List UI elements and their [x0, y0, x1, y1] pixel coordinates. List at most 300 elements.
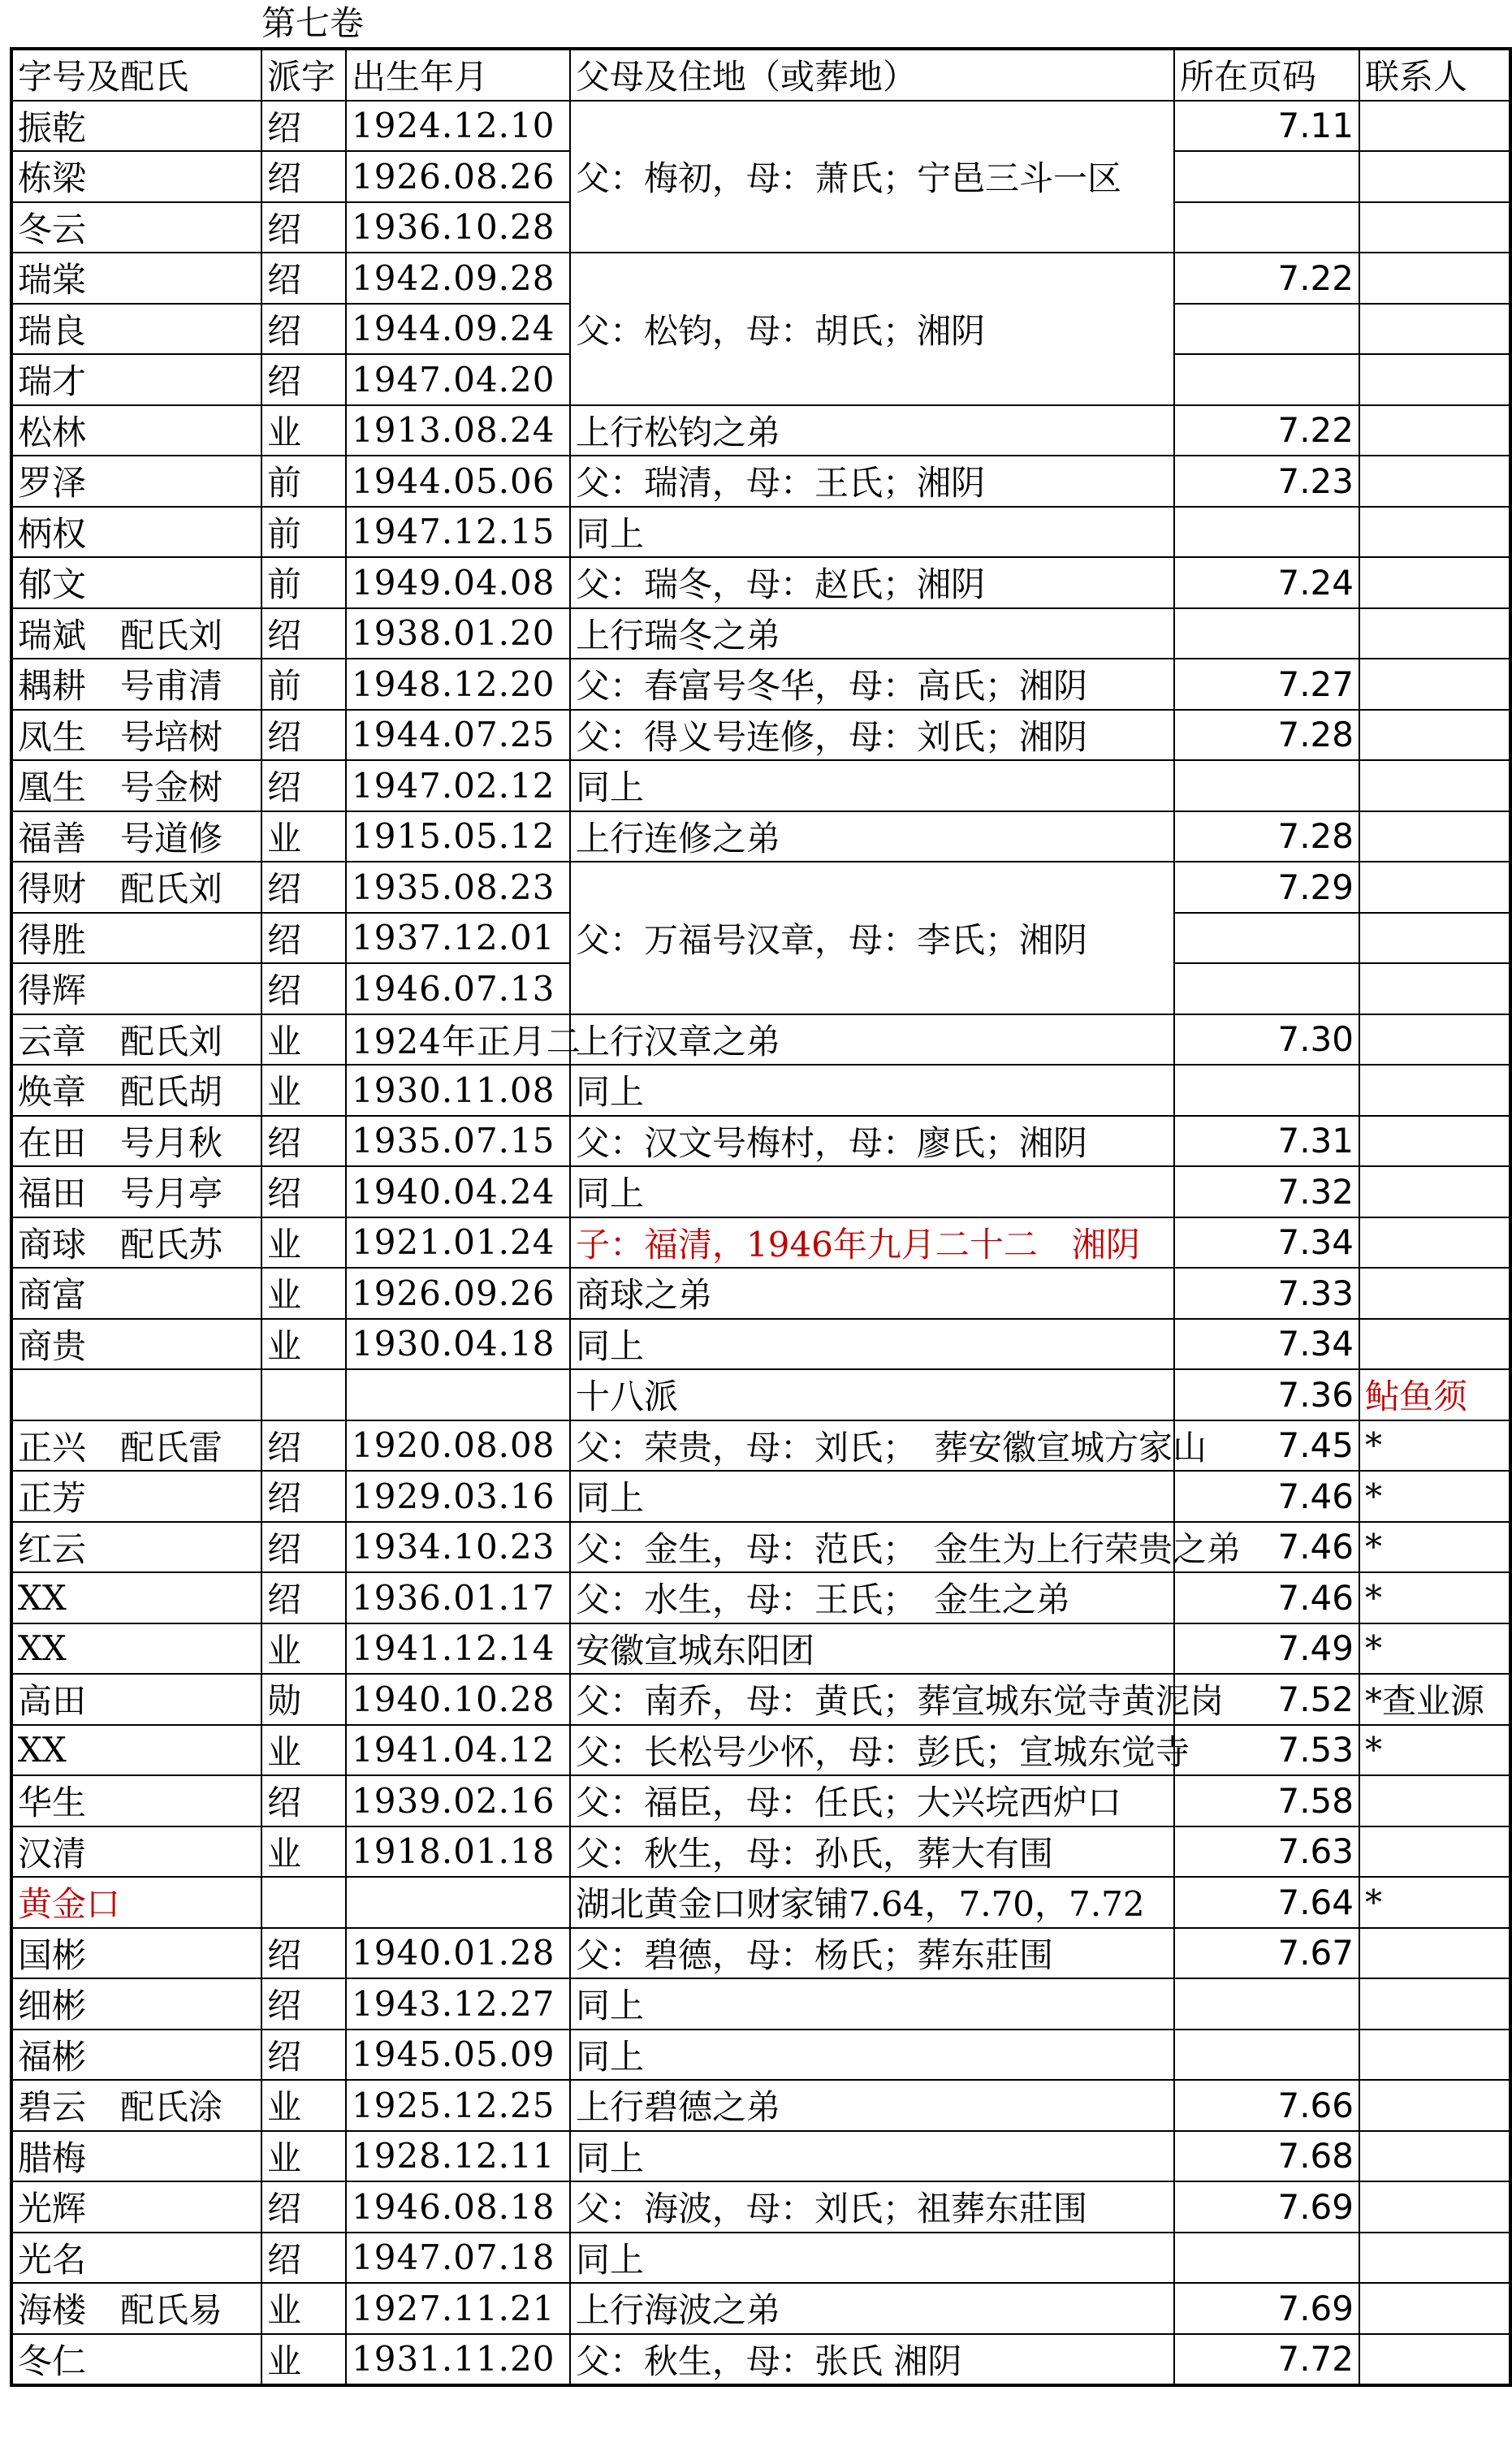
cell-name: 腊梅 [11, 2131, 261, 2182]
cell-page [1174, 1978, 1359, 2030]
header-page: 所在页码 [1174, 49, 1359, 101]
cell-birth-date: 1946.07.13 [346, 963, 570, 1014]
cell-pai: 前 [261, 557, 346, 608]
table-row [11, 1877, 1510, 1928]
cell-pai [261, 1369, 346, 1420]
cell-contact [1359, 862, 1510, 913]
header-name: 字号及配氏 [11, 49, 261, 101]
cell-pai: 绍 [261, 202, 346, 253]
cell-page: 7.11 [1174, 101, 1359, 152]
cell-contact [1359, 101, 1510, 152]
cell-page: 7.24 [1174, 557, 1359, 608]
cell-name: 冬仁 [11, 2334, 261, 2386]
cell-birth-date: 1940.04.24 [346, 1166, 570, 1217]
cell-parents: 十八派 [570, 1369, 1174, 1420]
cell-pai: 业 [261, 2334, 346, 2386]
cell-name: 商富 [11, 1268, 261, 1319]
table-row [11, 1065, 1510, 1116]
cell-contact [1359, 557, 1510, 608]
cell-contact [1359, 1978, 1510, 2030]
cell-parents: 上行海波之弟 [570, 2283, 1174, 2334]
cell-parents: 父：春富号冬华，母：高氏；湘阴 [570, 659, 1174, 710]
cell-contact [1359, 1928, 1510, 1979]
cell-name: 振乾 [11, 101, 261, 152]
cell-pai: 绍 [261, 2030, 346, 2081]
cell-page: 7.30 [1174, 1014, 1359, 1066]
cell-name: 罗泽 [11, 456, 261, 507]
cell-name: XX [11, 1572, 261, 1623]
table-row [11, 2233, 1510, 2284]
cell-page: 7.58 [1174, 1775, 1359, 1826]
cell-parents: 上行瑞冬之弟 [570, 608, 1174, 659]
cell-page [1174, 760, 1359, 811]
cell-name: 光名 [11, 2233, 261, 2284]
cell-contact [1359, 2283, 1510, 2334]
cell-birth-date: 1946.08.18 [346, 2181, 570, 2233]
cell-page: 7.72 [1174, 2334, 1359, 2386]
cell-contact: * [1359, 1420, 1510, 1472]
cell-contact: * [1359, 1877, 1510, 1928]
cell-contact: 鲇鱼须 [1359, 1369, 1510, 1420]
cell-parents: 父：福臣，母：任氏；大兴垸西炉口 [570, 1775, 1174, 1826]
table-row [11, 1166, 1510, 1217]
cell-name [11, 1369, 261, 1420]
cell-birth-date: 1941.04.12 [346, 1725, 570, 1776]
cell-pai: 业 [261, 1623, 346, 1675]
cell-parents: 同上 [570, 507, 1174, 558]
cell-pai: 业 [261, 1217, 346, 1269]
cell-pai: 绍 [261, 1116, 346, 1167]
cell-pai: 绍 [261, 1420, 346, 1472]
cell-name: 福善 号道修 [11, 811, 261, 862]
cell-pai: 绍 [261, 1522, 346, 1573]
cell-name: 云章 配氏刘 [11, 1014, 261, 1066]
cell-page: 7.64 [1174, 1877, 1359, 1928]
cell-name: 福田 号月亭 [11, 1166, 261, 1217]
cell-page [1174, 202, 1359, 253]
cell-name: 福彬 [11, 2030, 261, 2081]
table-row [11, 2131, 1510, 2182]
cell-name: 碧云 配氏涂 [11, 2080, 261, 2131]
cell-contact [1359, 1319, 1510, 1370]
cell-pai: 业 [261, 811, 346, 862]
table-row [11, 2283, 1510, 2334]
cell-parents: 父：松钧，母：胡氏；湘阴 [570, 253, 1174, 405]
cell-birth-date: 1947.04.20 [346, 354, 570, 405]
cell-birth-date: 1928.12.11 [346, 2131, 570, 2182]
table-row [11, 507, 1510, 558]
volume-title: 第七卷 [261, 3, 365, 43]
cell-pai: 前 [261, 507, 346, 558]
header-pai: 派字 [261, 49, 346, 101]
cell-pai: 绍 [261, 1572, 346, 1623]
cell-page: 7.36 [1174, 1369, 1359, 1420]
cell-contact: *查业源 [1359, 1674, 1510, 1725]
cell-birth-date: 1938.01.20 [346, 608, 570, 659]
cell-birth-date: 1927.11.21 [346, 2283, 570, 2334]
cell-name: 正兴 配氏雷 [11, 1420, 261, 1472]
cell-page [1174, 963, 1359, 1014]
table-row [11, 456, 1510, 507]
cell-pai: 业 [261, 1268, 346, 1319]
cell-name: 华生 [11, 1775, 261, 1826]
cell-birth-date: 1915.05.12 [346, 811, 570, 862]
cell-page [1174, 2030, 1359, 2081]
cell-contact [1359, 2131, 1510, 2182]
cell-name: 红云 [11, 1522, 261, 1573]
table-row [11, 1775, 1510, 1826]
cell-parents: 父：秋生，母：孙氏，葬大有围 [570, 1826, 1174, 1878]
cell-birth-date [346, 1369, 570, 1420]
cell-birth-date: 1934.10.23 [346, 1522, 570, 1573]
cell-contact [1359, 2181, 1510, 2233]
cell-pai: 业 [261, 1725, 346, 1776]
cell-page: 7.52 [1174, 1674, 1359, 1725]
table-row [11, 659, 1510, 710]
genealogy-table [10, 47, 1512, 2387]
cell-contact [1359, 304, 1510, 355]
table-row [11, 1369, 1510, 1420]
cell-birth-date: 1935.08.23 [346, 862, 570, 913]
cell-name: 汉清 [11, 1826, 261, 1878]
cell-pai: 业 [261, 1065, 346, 1116]
cell-parents: 同上 [570, 2030, 1174, 2081]
cell-parents: 同上 [570, 2233, 1174, 2284]
cell-parents: 父：得义号连修，母：刘氏；湘阴 [570, 710, 1174, 761]
cell-contact: * [1359, 1725, 1510, 1776]
cell-parents: 同上 [570, 1978, 1174, 2030]
cell-contact [1359, 1268, 1510, 1319]
cell-name: 瑞良 [11, 304, 261, 355]
cell-page [1174, 304, 1359, 355]
cell-parents: 父：海波，母：刘氏；祖葬东莊围 [570, 2181, 1174, 2233]
cell-birth-date: 1924年正月二 [346, 1014, 570, 1066]
table-row [11, 862, 1510, 913]
cell-birth-date: 1913.08.24 [346, 405, 570, 456]
cell-page: 7.46 [1174, 1471, 1359, 1522]
cell-pai: 业 [261, 1826, 346, 1878]
header-birth: 出生年月 [346, 49, 570, 101]
cell-pai: 业 [261, 1014, 346, 1066]
cell-birth-date: 1929.03.16 [346, 1471, 570, 1522]
cell-page: 7.46 [1174, 1572, 1359, 1623]
cell-parents: 父：荣贵，母：刘氏； 葬安徽宣城方家山 [570, 1420, 1174, 1472]
cell-contact [1359, 151, 1510, 202]
cell-pai: 绍 [261, 963, 346, 1014]
cell-pai: 勋 [261, 1674, 346, 1725]
table-row [11, 710, 1510, 761]
cell-pai: 绍 [261, 304, 346, 355]
cell-contact: * [1359, 1522, 1510, 1573]
cell-contact [1359, 811, 1510, 862]
cell-page: 7.29 [1174, 862, 1359, 913]
cell-birth-date: 1941.12.14 [346, 1623, 570, 1675]
cell-parents: 子：福清，1946年九月二十二 湘阴 [570, 1217, 1174, 1269]
table-row [11, 1725, 1510, 1776]
cell-page: 7.66 [1174, 2080, 1359, 2131]
cell-parents: 湖北黄金口财家铺7.64，7.70，7.72 [570, 1877, 1174, 1928]
cell-parents: 商球之弟 [570, 1268, 1174, 1319]
cell-name: 耦耕 号甫清 [11, 659, 261, 710]
table-row [11, 2080, 1510, 2131]
cell-pai: 绍 [261, 354, 346, 405]
cell-pai: 绍 [261, 913, 346, 964]
cell-parents: 父：汉文号梅村，母：廖氏；湘阴 [570, 1116, 1174, 1167]
cell-name: 国彬 [11, 1928, 261, 1979]
cell-birth-date: 1937.12.01 [346, 913, 570, 964]
cell-birth-date: 1940.01.28 [346, 1928, 570, 1979]
cell-pai: 绍 [261, 151, 346, 202]
cell-contact: * [1359, 1471, 1510, 1522]
cell-name: 光辉 [11, 2181, 261, 2233]
cell-contact [1359, 659, 1510, 710]
cell-name: 商贵 [11, 1319, 261, 1370]
cell-birth-date: 1926.09.26 [346, 1268, 570, 1319]
cell-page [1174, 151, 1359, 202]
cell-pai: 业 [261, 2283, 346, 2334]
cell-birth-date: 1921.01.24 [346, 1217, 570, 1269]
cell-name: 海楼 配氏易 [11, 2283, 261, 2334]
cell-name: 得财 配氏刘 [11, 862, 261, 913]
cell-birth-date: 1918.01.18 [346, 1826, 570, 1878]
cell-pai: 绍 [261, 1775, 346, 1826]
cell-pai: 绍 [261, 1471, 346, 1522]
cell-contact [1359, 507, 1510, 558]
cell-name: 在田 号月秋 [11, 1116, 261, 1167]
cell-pai [261, 1877, 346, 1928]
cell-page: 7.31 [1174, 1116, 1359, 1167]
cell-contact [1359, 405, 1510, 456]
cell-contact [1359, 710, 1510, 761]
cell-contact [1359, 1217, 1510, 1269]
cell-parents: 父：瑞冬，母：赵氏；湘阴 [570, 557, 1174, 608]
cell-birth-date: 1947.02.12 [346, 760, 570, 811]
cell-birth-date: 1944.07.25 [346, 710, 570, 761]
cell-parents: 上行连修之弟 [570, 811, 1174, 862]
header-parents: 父母及住地（或葬地） [570, 49, 1174, 101]
cell-pai: 绍 [261, 2181, 346, 2233]
table-row [11, 101, 1510, 152]
cell-parents: 上行碧德之弟 [570, 2080, 1174, 2131]
cell-birth-date: 1939.02.16 [346, 1775, 570, 1826]
cell-parents: 父：秋生，母：张氏 湘阴 [570, 2334, 1174, 2386]
cell-contact [1359, 913, 1510, 964]
cell-parents: 父：万福号汉章，母：李氏；湘阴 [570, 862, 1174, 1014]
cell-page: 7.33 [1174, 1268, 1359, 1319]
cell-page: 7.22 [1174, 253, 1359, 304]
cell-page: 7.63 [1174, 1826, 1359, 1878]
cell-pai: 绍 [261, 1928, 346, 1979]
cell-parents: 父：长松号少怀，母：彭氏；宣城东觉寺 [570, 1725, 1174, 1776]
cell-pai: 绍 [261, 253, 346, 304]
cell-page: 7.34 [1174, 1319, 1359, 1370]
cell-page: 7.68 [1174, 2131, 1359, 2182]
header-contact: 联系人 [1359, 49, 1510, 101]
cell-name: XX [11, 1725, 261, 1776]
table-row [11, 557, 1510, 608]
table-row [11, 608, 1510, 659]
cell-contact [1359, 253, 1510, 304]
cell-birth-date: 1935.07.15 [346, 1116, 570, 1167]
cell-name: 松林 [11, 405, 261, 456]
cell-contact [1359, 1166, 1510, 1217]
cell-birth-date: 1942.09.28 [346, 253, 570, 304]
cell-page: 7.46 [1174, 1522, 1359, 1573]
cell-parents: 父：南乔，母：黄氏；葬宣城东觉寺黄泥岗 [570, 1674, 1174, 1725]
cell-name: 瑞棠 [11, 253, 261, 304]
cell-page: 7.32 [1174, 1166, 1359, 1217]
cell-pai: 业 [261, 2131, 346, 2182]
cell-pai: 绍 [261, 760, 346, 811]
table-row [11, 1522, 1510, 1573]
cell-name: 黄金口 [11, 1877, 261, 1928]
table-row [11, 1116, 1510, 1167]
cell-page: 7.28 [1174, 710, 1359, 761]
cell-contact: * [1359, 1572, 1510, 1623]
cell-page: 7.22 [1174, 405, 1359, 456]
table-row [11, 1572, 1510, 1623]
cell-birth-date: 1944.09.24 [346, 304, 570, 355]
table-row [11, 811, 1510, 862]
cell-parents: 同上 [570, 760, 1174, 811]
cell-page: 7.49 [1174, 1623, 1359, 1675]
cell-page: 7.69 [1174, 2181, 1359, 2233]
cell-contact [1359, 1065, 1510, 1116]
cell-pai: 业 [261, 2080, 346, 2131]
cell-page: 7.45 [1174, 1420, 1359, 1472]
cell-pai: 绍 [261, 608, 346, 659]
cell-parents: 同上 [570, 1065, 1174, 1116]
cell-pai: 前 [261, 659, 346, 710]
table-row [11, 1217, 1510, 1269]
cell-name: XX [11, 1623, 261, 1675]
cell-pai: 绍 [261, 2233, 346, 2284]
cell-pai: 绍 [261, 101, 346, 152]
table-row [11, 1319, 1510, 1370]
cell-page: 7.67 [1174, 1928, 1359, 1979]
cell-birth-date: 1936.10.28 [346, 202, 570, 253]
cell-name: 商球 配氏苏 [11, 1217, 261, 1269]
cell-page [1174, 913, 1359, 964]
cell-parents: 安徽宣城东阳团 [570, 1623, 1174, 1675]
cell-birth-date: 1936.01.17 [346, 1572, 570, 1623]
table-row [11, 760, 1510, 811]
cell-parents: 父：金生，母：范氏； 金生为上行荣贵之弟 [570, 1522, 1174, 1573]
cell-contact: * [1359, 1623, 1510, 1675]
cell-page [1174, 608, 1359, 659]
cell-contact [1359, 1014, 1510, 1066]
table-row [11, 1674, 1510, 1725]
cell-contact [1359, 202, 1510, 253]
cell-birth-date: 1931.11.20 [346, 2334, 570, 2386]
cell-name: 细彬 [11, 1978, 261, 2030]
cell-contact [1359, 963, 1510, 1014]
cell-name: 栋梁 [11, 151, 261, 202]
cell-name: 瑞斌 配氏刘 [11, 608, 261, 659]
cell-contact [1359, 1116, 1510, 1167]
cell-name: 焕章 配氏胡 [11, 1065, 261, 1116]
cell-name: 凰生 号金树 [11, 760, 261, 811]
cell-pai: 绍 [261, 1166, 346, 1217]
cell-pai: 绍 [261, 862, 346, 913]
table-row [11, 2030, 1510, 2081]
cell-name: 正芳 [11, 1471, 261, 1522]
cell-page: 7.69 [1174, 2283, 1359, 2334]
cell-page: 7.53 [1174, 1725, 1359, 1776]
cell-birth-date: 1948.12.20 [346, 659, 570, 710]
table-row [11, 1928, 1510, 1979]
cell-name: 得胜 [11, 913, 261, 964]
cell-pai: 业 [261, 405, 346, 456]
cell-birth-date: 1924.12.10 [346, 101, 570, 152]
cell-birth-date: 1947.07.18 [346, 2233, 570, 2284]
cell-contact [1359, 1826, 1510, 1878]
cell-contact [1359, 1775, 1510, 1826]
table-row [11, 405, 1510, 456]
cell-contact [1359, 2334, 1510, 2386]
cell-page [1174, 1065, 1359, 1116]
cell-birth-date: 1920.08.08 [346, 1420, 570, 1472]
cell-parents: 同上 [570, 1319, 1174, 1370]
cell-page: 7.27 [1174, 659, 1359, 710]
cell-name: 得辉 [11, 963, 261, 1014]
cell-parents: 同上 [570, 1471, 1174, 1522]
cell-page [1174, 2233, 1359, 2284]
table-row [11, 1014, 1510, 1066]
cell-birth-date: 1945.05.09 [346, 2030, 570, 2081]
cell-birth-date: 1949.04.08 [346, 557, 570, 608]
cell-pai: 业 [261, 1319, 346, 1370]
cell-page: 7.23 [1174, 456, 1359, 507]
cell-name: 冬云 [11, 202, 261, 253]
cell-contact [1359, 2030, 1510, 2081]
table-row [11, 1268, 1510, 1319]
cell-birth-date: 1930.04.18 [346, 1319, 570, 1370]
cell-parents: 同上 [570, 2131, 1174, 2182]
cell-pai: 前 [261, 456, 346, 507]
cell-page [1174, 507, 1359, 558]
cell-parents: 上行松钧之弟 [570, 405, 1174, 456]
table-row [11, 1471, 1510, 1522]
cell-birth-date: 1943.12.27 [346, 1978, 570, 2030]
cell-parents: 父：水生，母：王氏； 金生之弟 [570, 1572, 1174, 1623]
table-row [11, 2181, 1510, 2233]
cell-pai: 绍 [261, 1978, 346, 2030]
cell-contact [1359, 354, 1510, 405]
cell-name: 郁文 [11, 557, 261, 608]
cell-name: 凤生 号培树 [11, 710, 261, 761]
table-row [11, 2334, 1510, 2386]
cell-parents: 父：梅初，母：萧氏；宁邑三斗一区 [570, 101, 1174, 253]
cell-parents: 父：瑞清，母：王氏；湘阴 [570, 456, 1174, 507]
cell-birth-date: 1940.10.28 [346, 1674, 570, 1725]
cell-name: 高田 [11, 1674, 261, 1725]
cell-contact [1359, 608, 1510, 659]
table-row [11, 1978, 1510, 2030]
cell-name: 瑞才 [11, 354, 261, 405]
cell-birth-date: 1944.05.06 [346, 456, 570, 507]
cell-page: 7.34 [1174, 1217, 1359, 1269]
cell-birth-date [346, 1877, 570, 1928]
cell-birth-date: 1930.11.08 [346, 1065, 570, 1116]
cell-page [1174, 354, 1359, 405]
cell-parents: 父：碧德，母：杨氏；葬东莊围 [570, 1928, 1174, 1979]
cell-contact [1359, 2233, 1510, 2284]
cell-birth-date: 1947.12.15 [346, 507, 570, 558]
table-row [11, 1826, 1510, 1878]
cell-birth-date: 1926.08.26 [346, 151, 570, 202]
table-row [11, 253, 1510, 304]
